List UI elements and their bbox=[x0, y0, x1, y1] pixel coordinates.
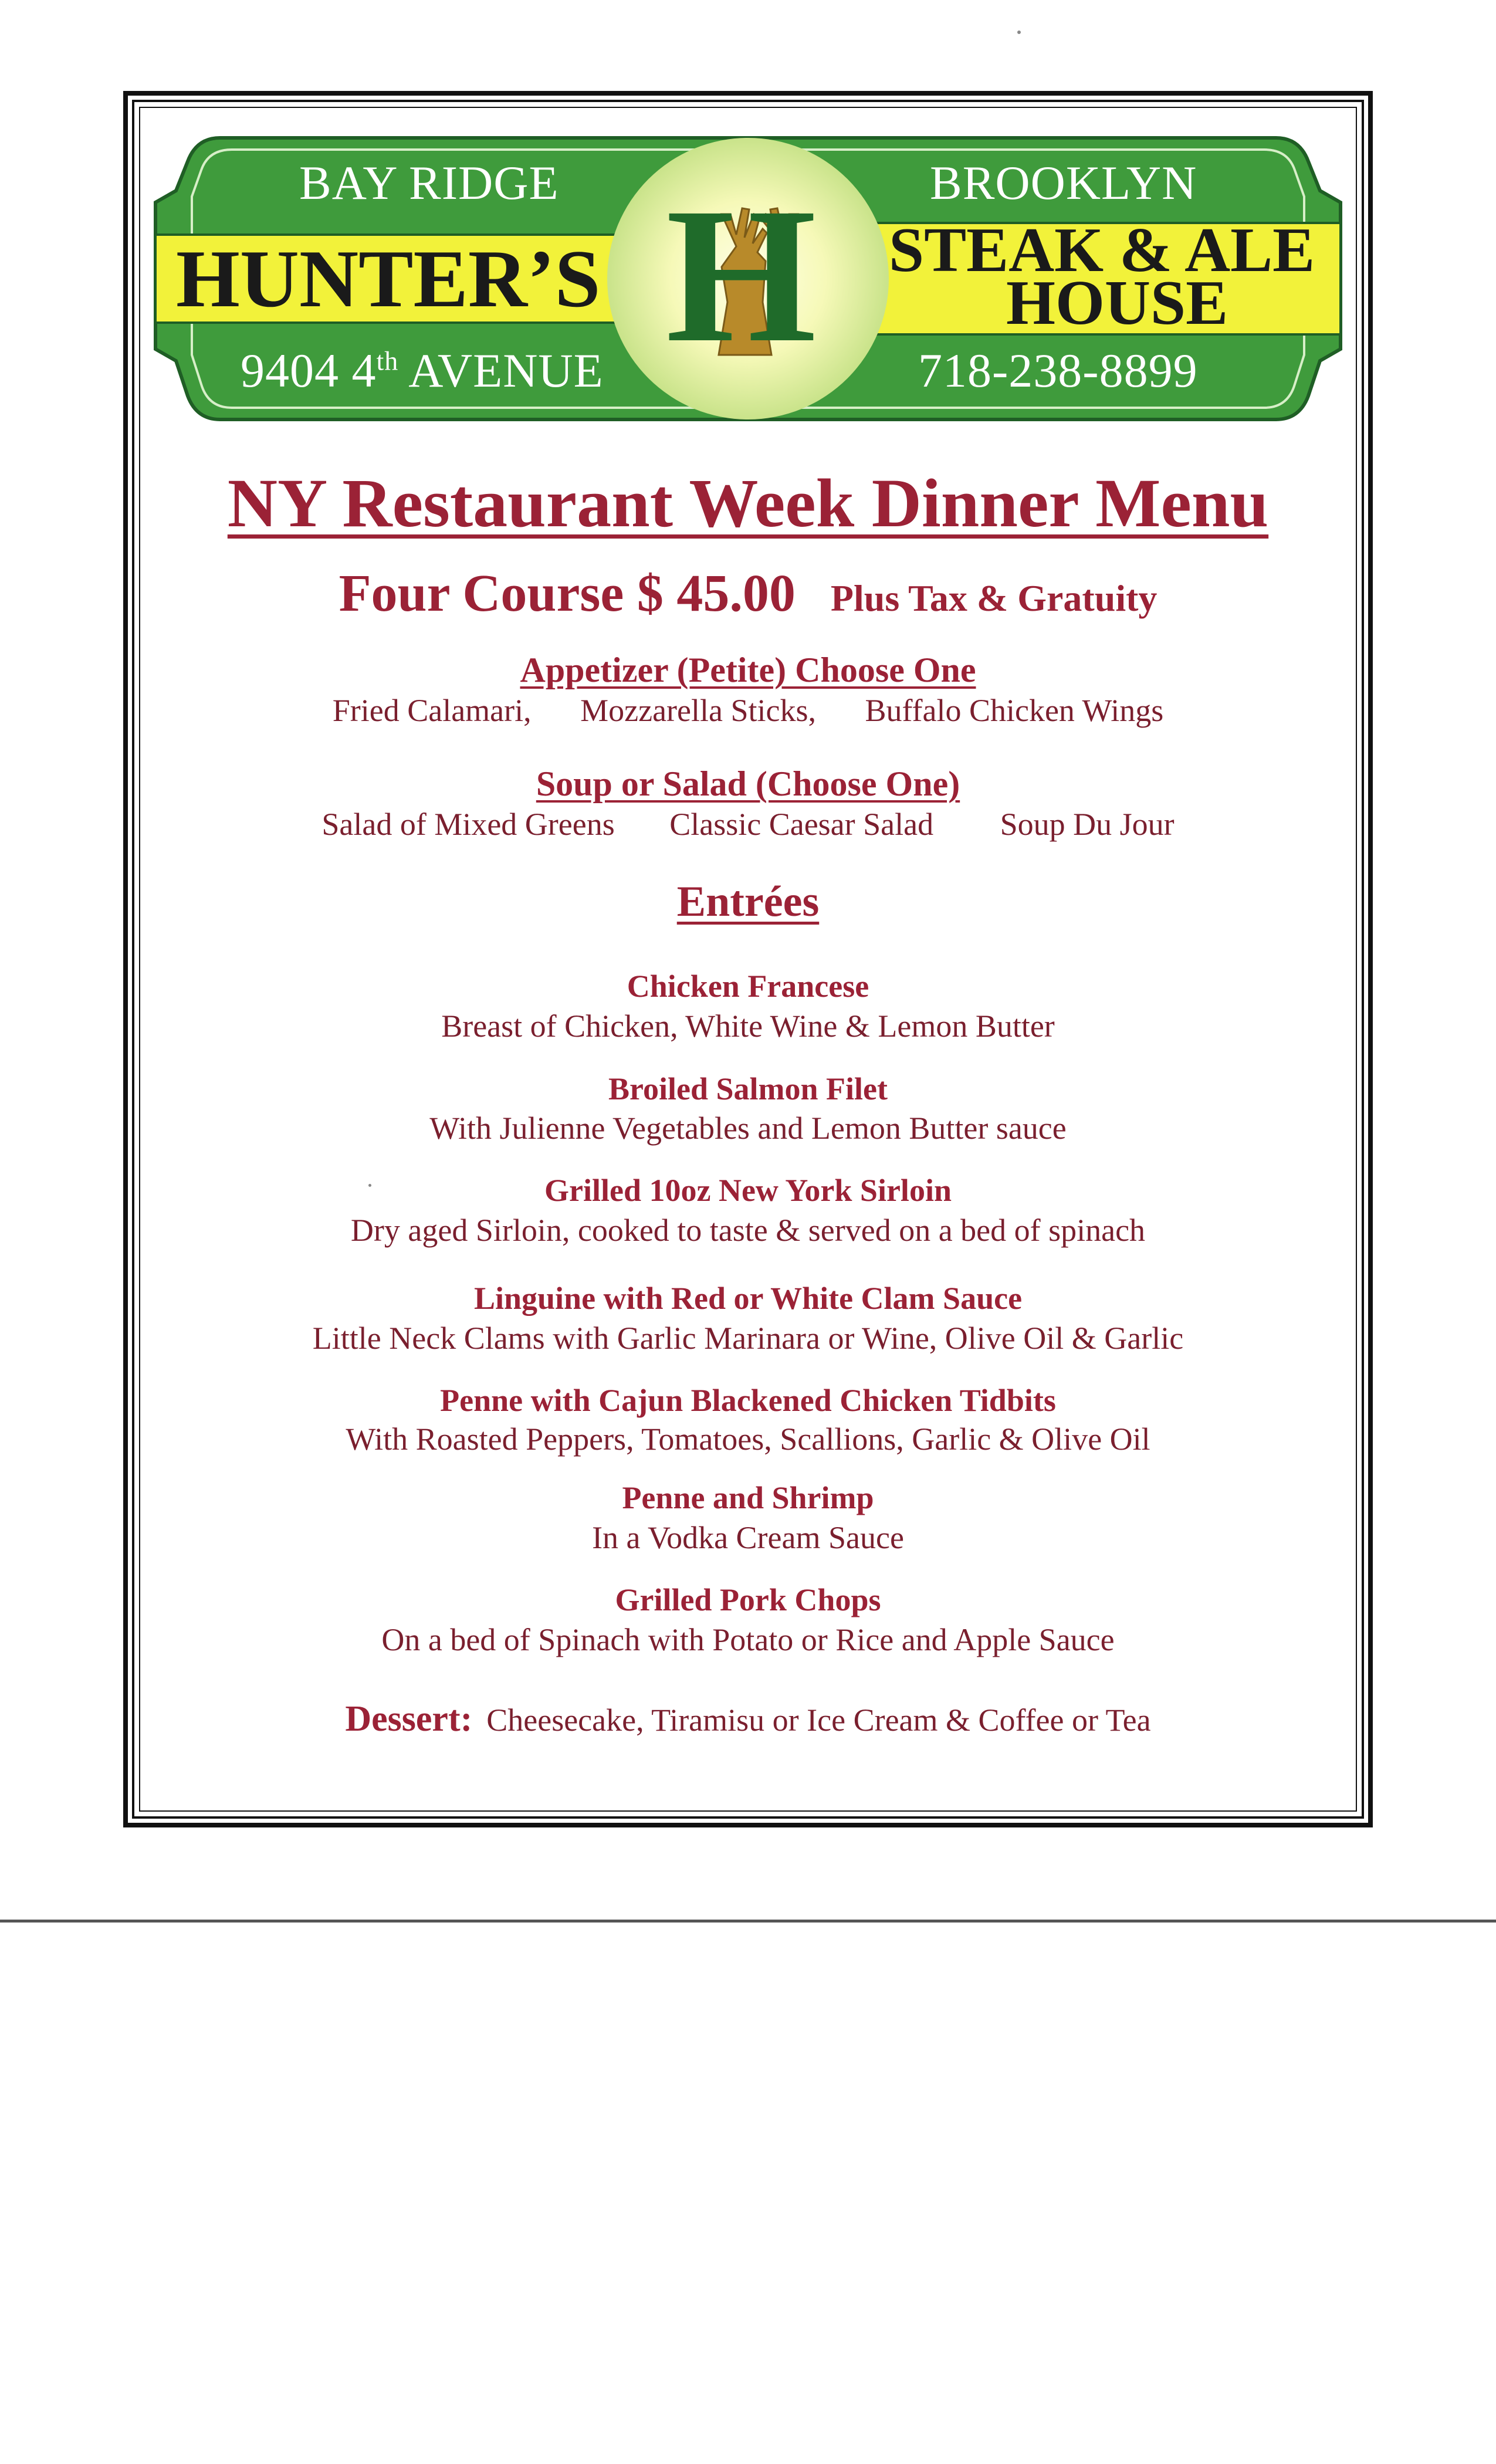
entree-description: Dry aged Sirloin, cooked to taste & served on a bed of spinach bbox=[350, 1213, 1146, 1248]
appetizer-heading: Appetizer (Petite) Choose One bbox=[520, 651, 976, 689]
list-item: Fried Calamari, bbox=[332, 693, 532, 728]
soup-salad-items bbox=[139, 806, 1357, 842]
entree-name: Linguine with Red or White Clam Sauce bbox=[473, 1281, 1023, 1316]
dessert-options: Cheesecake, Tiramisu or Ice Cream & Coffee or Tea bbox=[486, 1703, 1151, 1738]
entree-name: Penne and Shrimp bbox=[622, 1480, 874, 1515]
logo-subtitle-line1: STEAK & ALE bbox=[889, 215, 1315, 285]
list-item: Classic Caesar Salad bbox=[669, 807, 934, 842]
list-item: Buffalo Chicken Wings bbox=[865, 693, 1164, 728]
address-street: AVENUE bbox=[398, 344, 604, 397]
list-item: Mozzarella Sticks, bbox=[580, 693, 816, 728]
logo-restaurant-name: HUNTER’S bbox=[176, 233, 601, 324]
entree-name: Grilled 10oz New York Sirloin bbox=[544, 1173, 952, 1208]
entree-description: Little Neck Clams with Garlic Marinara or Wine, Olive Oil & Garlic bbox=[312, 1321, 1184, 1356]
scan-speck bbox=[1017, 31, 1021, 34]
course-price: Four Course $ 45.00 bbox=[339, 564, 796, 622]
entree-name: Chicken Francese bbox=[627, 969, 869, 1004]
restaurant-logo bbox=[150, 126, 1346, 431]
menu-title: NY Restaurant Week Dinner Menu bbox=[227, 465, 1269, 541]
address-number: 9404 4 bbox=[241, 344, 377, 397]
logo-phone: 718-238-8899 bbox=[918, 344, 1198, 397]
entrees-heading: Entrées bbox=[676, 878, 820, 926]
logo-borough: BROOKLYN bbox=[930, 156, 1197, 209]
logo-monogram: H bbox=[666, 168, 817, 383]
address-suffix: th bbox=[376, 346, 399, 376]
entree-description: In a Vodka Cream Sauce bbox=[592, 1520, 904, 1555]
course-note: Plus Tax & Gratuity bbox=[830, 577, 1157, 619]
entree-name: Grilled Pork Chops bbox=[615, 1582, 881, 1617]
logo-neighborhood: BAY RIDGE bbox=[299, 156, 559, 209]
list-item: Soup Du Jour bbox=[1000, 807, 1175, 842]
logo-address bbox=[241, 343, 604, 398]
page-crop-line bbox=[0, 1920, 1496, 1923]
list-item: Salad of Mixed Greens bbox=[321, 807, 615, 842]
dessert-label: Dessert: bbox=[345, 1699, 473, 1739]
entree-description: With Julienne Vegetables and Lemon Butter sauce bbox=[429, 1111, 1067, 1146]
appetizer-items bbox=[139, 692, 1357, 729]
dessert-line bbox=[139, 1698, 1357, 1740]
entree-name: Penne with Cajun Blackened Chicken Tidbits bbox=[440, 1383, 1056, 1418]
entree-description: Breast of Chicken, White Wine & Lemon Butter bbox=[441, 1008, 1055, 1044]
soup-salad-heading: Soup or Salad (Choose One) bbox=[536, 764, 960, 803]
entree-description: With Roasted Peppers, Tomatoes, Scallions, Garlic & Olive Oil bbox=[346, 1421, 1150, 1457]
course-price-line bbox=[139, 563, 1357, 624]
logo-subtitle-line2: HOUSE bbox=[1006, 268, 1228, 338]
entree-name: Broiled Salmon Filet bbox=[608, 1071, 888, 1106]
entree-description: On a bed of Spinach with Potato or Rice and Apple Sauce bbox=[381, 1622, 1115, 1657]
